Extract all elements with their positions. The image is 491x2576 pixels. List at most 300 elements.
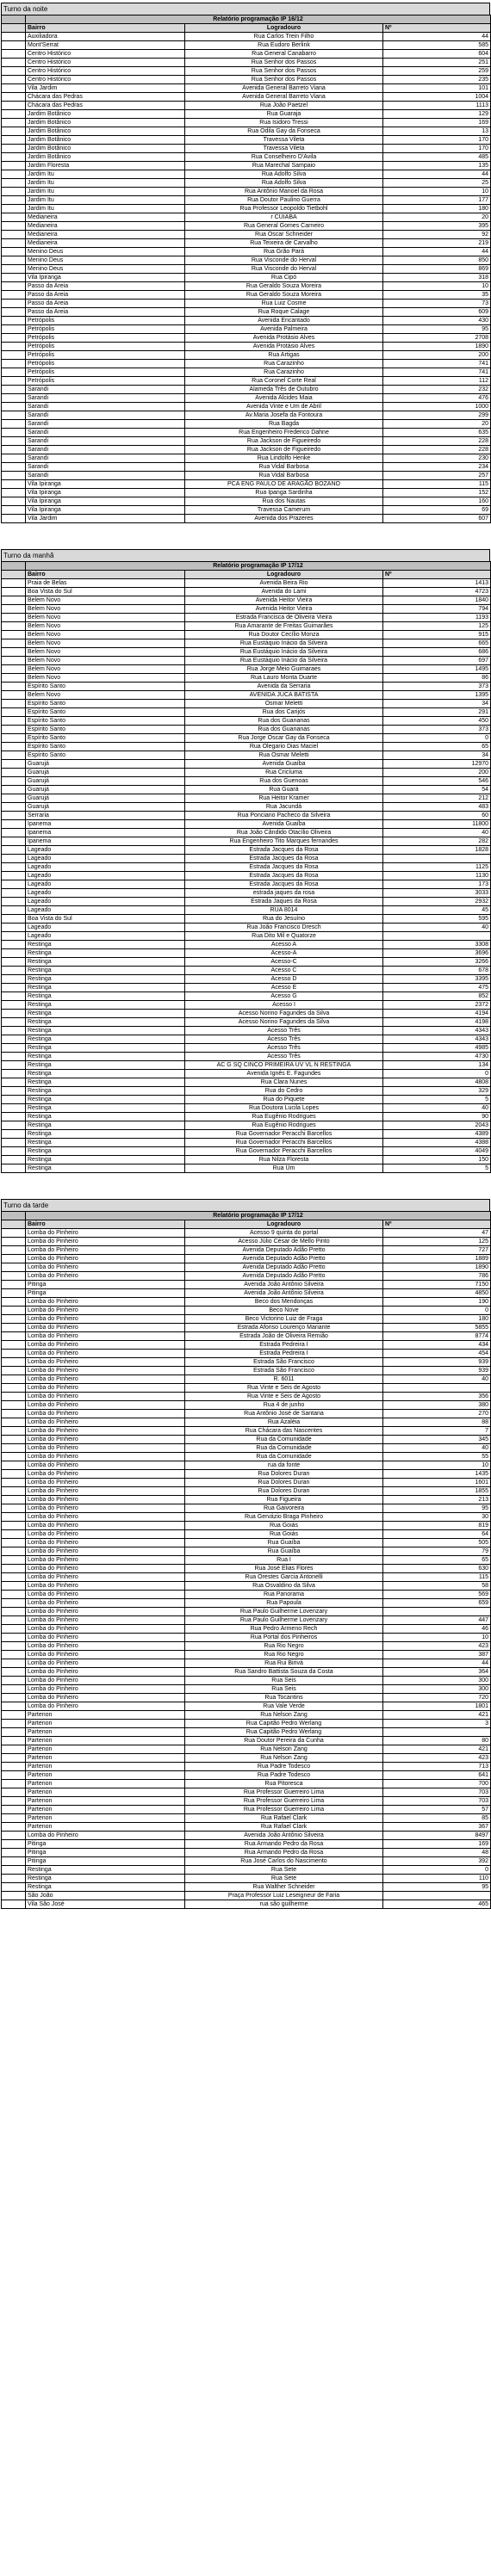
cell-logradouro: Estrada Jacques da Rosa [185,863,383,872]
blank-cell [2,760,26,769]
cell-numero: 251 [383,59,491,67]
cell-numero: 1004 [383,93,491,102]
table-row [2,1255,491,1263]
blank-cell [2,1737,26,1745]
cell-logradouro: Rua Vidal Barbosa [185,472,383,480]
cell-logradouro: Rua General Canabarro [185,50,383,59]
cell-bairro: Lomba do Pinheiro [26,1547,185,1556]
cell-bairro: Vila Ipiranga [26,274,185,282]
table-row [2,1384,491,1393]
table-row [2,803,491,812]
table-row [2,863,491,872]
table-row [2,480,491,489]
cell-logradouro: Rua Rafael Clark [185,1814,383,1823]
table-row [2,1857,491,1866]
table-row [2,829,491,837]
cell-logradouro: Rua Capitão Pedro Werlang [185,1728,383,1737]
blank-cell [2,394,26,403]
cell-logradouro: Rua Vale Verde [185,1702,383,1711]
cell-bairro: Centro Histórico [26,59,185,67]
table-row [2,1573,491,1582]
table-row [2,497,491,506]
cell-numero [383,1892,491,1900]
cell-bairro: Petrópolis [26,343,185,351]
blank-cell [2,1018,26,1027]
cell-logradouro: Rua Professor Leopoldo Tietbohl [185,205,383,213]
cell-logradouro: Rua Heitor Kramer [185,794,383,803]
blank-cell [2,1401,26,1410]
blank-cell [2,1565,26,1573]
cell-bairro: Centro Histórico [26,76,185,84]
blank-cell [2,614,26,622]
table-row [2,420,491,429]
cell-logradouro: Rua Nilza Floresta [185,1156,383,1164]
table-row [2,1444,491,1453]
cell-numero: 5 [383,1164,491,1173]
cell-logradouro: Estrada Jacques da Rosa [185,872,383,880]
table-row [2,1263,491,1272]
cell-numero: 364 [383,1668,491,1677]
cell-numero: 392 [383,1857,491,1866]
cell-numero: 170 [383,136,491,145]
cell-numero: 235 [383,76,491,84]
blank-cell [2,1410,26,1418]
cell-logradouro: Rua Sete [185,1866,383,1875]
cell-logradouro: Beco dos Mendonças [185,1298,383,1307]
blank-cell [2,837,26,846]
table-row [2,300,491,308]
cell-numero: 4194 [383,1010,491,1018]
cell-logradouro: Rua Nelson Zang [185,1754,383,1763]
table-row [2,1806,491,1814]
blank-cell [2,248,26,256]
blank-cell [2,1599,26,1608]
table-row [2,403,491,411]
cell-logradouro: Rua Governador Peracchi Barcellos [185,1130,383,1139]
blank-cell [2,1070,26,1078]
cell-numero: 1890 [383,343,491,351]
cell-bairro: Lomba do Pinheiro [26,1487,185,1496]
cell-logradouro: Acesso Três [185,1035,383,1044]
blank-cell [2,67,26,76]
cell-logradouro: Estrada Jacques da Rosa [185,880,383,889]
cell-logradouro: Rua Jacundá [185,803,383,812]
table-row [2,325,491,334]
blank-cell [2,463,26,472]
cell-numero: 125 [383,622,491,631]
cell-logradouro: rua são guilherme [185,1900,383,1909]
cell-logradouro: Rua Teixeira de Carvalho [185,239,383,248]
blank-cell [2,1315,26,1324]
table-row [2,1659,491,1668]
cell-logradouro: Rua 4 de junho [185,1401,383,1410]
cell-bairro: Lomba do Pinheiro [26,1582,185,1591]
cell-bairro: Lageado [26,898,185,906]
cell-bairro: Belem Novo [26,691,185,700]
blank-cell [2,674,26,683]
table-row [2,1078,491,1087]
cell-bairro: Lomba do Pinheiro [26,1608,185,1616]
table-row [2,136,491,145]
table-row [2,1298,491,1307]
cell-bairro: Lomba do Pinheiro [26,1358,185,1367]
blank-cell [2,1823,26,1832]
cell-numero: 8497 [383,1832,491,1840]
cell-logradouro: Rua Guaíba [185,1547,383,1556]
cell-logradouro: R. 6011 [185,1375,383,1384]
cell-logradouro: Acesso A [185,941,383,949]
cell-logradouro: Rua Carazinho [185,360,383,368]
cell-bairro: Chácara das Pedras [26,102,185,110]
cell-logradouro: Rua Pitoresca [185,1780,383,1788]
cell-bairro: Lomba do Pinheiro [26,1616,185,1625]
cell-numero: 4730 [383,1053,491,1061]
table-row [2,334,491,343]
blank-cell [2,1436,26,1444]
cell-numero: 30 [383,1513,491,1522]
cell-numero: 92 [383,231,491,239]
cell-bairro: Menino Deus [26,265,185,274]
table-row [2,1840,491,1849]
cell-bairro: Restinga [26,1087,185,1096]
blank-cell [2,1358,26,1367]
blank-cell [2,846,26,855]
cell-bairro: Partenon [26,1754,185,1763]
blank-cell [2,1857,26,1866]
cell-numero: 697 [383,657,491,665]
cell-numero: 85 [383,1814,491,1823]
cell-logradouro: Rua Orestes Garcia Antonelli [185,1573,383,1582]
cell-numero: 0 [383,734,491,743]
blank-cell [2,300,26,308]
cell-numero: 423 [383,1642,491,1651]
cell-logradouro: Rua Dolores Duran [185,1479,383,1487]
cell-bairro: Restinga [26,941,185,949]
cell-numero: 170 [383,145,491,153]
cell-logradouro: Rua dos Carijós [185,708,383,717]
cell-logradouro: Rua Jackson de Figueiredo [185,446,383,454]
cell-numero: 607 [383,515,491,523]
table-row [2,639,491,648]
cell-bairro: Restinga [26,1070,185,1078]
blank-cell [2,368,26,377]
cell-numero: 40 [383,829,491,837]
blank-cell [2,162,26,170]
blank-cell [2,1263,26,1272]
blank-cell [2,1332,26,1341]
table-row [2,1121,491,1130]
cell-logradouro: Rua Engenheiro Tito Marques fernandes [185,837,383,846]
table-row [2,1289,491,1298]
cell-numero: 1000 [383,403,491,411]
cell-bairro: Lomba do Pinheiro [26,1238,185,1246]
cell-numero: 0 [383,1307,491,1315]
cell-logradouro: rua da fonte [185,1461,383,1470]
cell-logradouro: Estrada São Francisco [185,1358,383,1367]
blank-cell [2,1720,26,1728]
cell-bairro: Belem Novo [26,665,185,674]
cell-logradouro: Rua Antônio José de Santana [185,1410,383,1418]
blank-cell [2,59,26,67]
cell-bairro: Lomba do Pinheiro [26,1694,185,1702]
blank-cell [2,1504,26,1513]
cell-numero: 727 [383,1246,491,1255]
blank-cell [2,1078,26,1087]
table-row [2,1513,491,1522]
cell-bairro: Vila São José [26,1900,185,1909]
table-row [2,463,491,472]
cell-logradouro: Rua Seis [185,1685,383,1694]
cell-numero: 35 [383,291,491,300]
cell-numero: 387 [383,1651,491,1659]
table-row [2,1608,491,1616]
cell-logradouro: Rua Dito Mil e Quatorze [185,932,383,941]
table-row [2,102,491,110]
blank-cell [2,317,26,325]
cell-bairro: Jardim Floresta [26,162,185,170]
blank-cell [2,1547,26,1556]
table-row [2,33,491,41]
table-row [2,794,491,803]
cell-bairro: Partenon [26,1797,185,1806]
table-row [2,906,491,915]
blank-cell [2,1281,26,1289]
blank-cell [2,1530,26,1539]
cell-numero: 703 [383,1797,491,1806]
table-row [2,1677,491,1685]
cell-bairro: Lomba do Pinheiro [26,1246,185,1255]
cell-logradouro: AVENIDA JUCA BATISTA [185,691,383,700]
cell-logradouro: Rua Vinte e Seis de Agosto [185,1384,383,1393]
table-row [2,274,491,282]
blank-cell [2,420,26,429]
table-row [2,880,491,889]
cell-logradouro: Rua Carazinho [185,368,383,377]
cell-bairro: Restinga [26,1061,185,1070]
table-row [2,1763,491,1771]
cell-numero: 630 [383,1565,491,1573]
cell-numero: 850 [383,256,491,265]
cell-logradouro: Rua Roque Calage [185,308,383,317]
cell-numero: 1495 [383,665,491,674]
cell-logradouro: Rua Geraldo Souza Moreira [185,291,383,300]
blank-cell [2,1027,26,1035]
blank-cell [2,1384,26,1393]
cell-logradouro: Avenida General Barreto Viana [185,93,383,102]
cell-numero: 1601 [383,1479,491,1487]
table-row [2,1522,491,1530]
cell-bairro: Lomba do Pinheiro [26,1461,185,1470]
cell-bairro: Vila Ipiranga [26,497,185,506]
blank-cell [2,41,26,50]
table-row [2,76,491,84]
cell-logradouro: Rua Padre Todesco [185,1771,383,1780]
cell-bairro: Lomba do Pinheiro [26,1436,185,1444]
cell-bairro: Espírito Santo [26,751,185,760]
blank-cell [2,562,26,571]
blank-cell [2,1900,26,1909]
cell-bairro: Restinga [26,1010,185,1018]
cell-logradouro: Rua Papoula [185,1599,383,1608]
table-row [2,170,491,179]
cell-numero: 5 [383,1096,491,1104]
table-row [2,196,491,205]
table-row [2,924,491,932]
cell-bairro: Medianeira [26,231,185,239]
blank-cell [2,1685,26,1694]
cell-bairro: Auxiliadora [26,33,185,41]
blank-cell [2,794,26,803]
cell-logradouro: Rua Eustáquio Inácio da Silveira [185,657,383,665]
blank-cell [2,411,26,420]
cell-bairro: Lomba do Pinheiro [26,1530,185,1539]
table-row [2,1668,491,1677]
cell-logradouro: Rua Nelson Zang [185,1711,383,1720]
table-row [2,110,491,119]
blank-cell [2,15,26,24]
cell-bairro: Partenon [26,1745,185,1754]
cell-logradouro: Rua Sandro Battista Souza da Costa [185,1668,383,1677]
cell-numero: 134 [383,1061,491,1070]
table-row [2,1018,491,1027]
blank-cell [2,119,26,127]
cell-numero: 585 [383,41,491,50]
cell-numero: 40 [383,924,491,932]
blank-cell [2,657,26,665]
cell-bairro: Lomba do Pinheiro [26,1315,185,1324]
cell-numero: 47 [383,1229,491,1238]
cell-logradouro: Rua Professor Guerreiro Lima [185,1797,383,1806]
table-row [2,1720,491,1728]
blank-cell [2,967,26,975]
cell-logradouro: Avenida Deputado Adão Pretto [185,1246,383,1255]
blank-cell [2,1255,26,1263]
blank-cell [2,1866,26,1875]
table-row [2,317,491,325]
cell-bairro: Restinga [26,992,185,1001]
cell-numero: 0 [383,1070,491,1078]
cell-numero: 110 [383,1875,491,1883]
cell-logradouro: Rua Rio Negro [185,1642,383,1651]
cell-numero: 190 [383,1298,491,1307]
cell-logradouro: Rua Guaraja [185,110,383,119]
table-row [2,605,491,614]
cell-logradouro: Beco Victorino Luiz de Fraga [185,1315,383,1324]
cell-numero: 635 [383,429,491,437]
table-row [2,93,491,102]
cell-numero: 4198 [383,1018,491,1027]
blank-cell [2,33,26,41]
table-row [2,351,491,360]
cell-numero: 4049 [383,1147,491,1156]
cell-bairro: Pitinga [26,1289,185,1298]
cell-numero: 395 [383,222,491,231]
cell-logradouro: Rua Oscar Schneider [185,231,383,239]
table-row [2,812,491,820]
cell-logradouro: Rua Guará [185,786,383,794]
blank-cell [2,76,26,84]
cell-bairro: Restinga [26,1139,185,1147]
table-row [2,1410,491,1418]
table-row [2,1479,491,1487]
cell-bairro: Belem Novo [26,596,185,605]
cell-numero: 300 [383,1685,491,1694]
blank-cell [2,1642,26,1651]
cell-logradouro: Avenida Alcides Maia [185,394,383,403]
table-row [2,1797,491,1806]
cell-numero: 1889 [383,1255,491,1263]
blank-cell [2,136,26,145]
blank-cell [2,1164,26,1173]
cell-logradouro: Estrada João de Oliveira Remião [185,1332,383,1341]
blank-cell [2,984,26,992]
cell-bairro: Lomba do Pinheiro [26,1539,185,1547]
cell-numero: 665 [383,639,491,648]
table-row [2,1599,491,1608]
table-row [2,411,491,420]
shift-title: Turno da tarde [1,1199,490,1211]
cell-numero: 177 [383,196,491,205]
header-bairro: Bairro [26,571,185,579]
table-row [2,368,491,377]
cell-logradouro: estrada jaques da rosa [185,889,383,898]
cell-numero: 55 [383,1453,491,1461]
cell-numero: 4343 [383,1035,491,1044]
cell-numero: 483 [383,803,491,812]
blank-cell [2,1883,26,1892]
blank-cell [2,588,26,596]
blank-cell [2,1651,26,1659]
table-row [2,1341,491,1350]
cell-logradouro: Rua Eustáquio Inácio da Silveira [185,648,383,657]
cell-bairro: Medianeira [26,239,185,248]
cell-logradouro: Acesso Três [185,1044,383,1053]
blank-cell [2,786,26,794]
table-row [2,231,491,239]
blank-cell [2,932,26,941]
cell-numero: 65 [383,1556,491,1565]
cell-bairro: Partenon [26,1728,185,1737]
table-row [2,820,491,829]
table-row [2,446,491,454]
cell-numero: 4389 [383,1130,491,1139]
cell-bairro: Belem Novo [26,605,185,614]
cell-logradouro: Rua Armando Pedro da Rosa [185,1840,383,1849]
table-row [2,837,491,846]
cell-logradouro: Avenida dos Prazeres [185,515,383,523]
cell-logradouro: Travessa Vileta [185,136,383,145]
cell-logradouro: Estrada Pedreira I [185,1350,383,1358]
shift-title: Turno da noite [1,3,490,15]
cell-numero: 299 [383,411,491,420]
table-row [2,291,491,300]
cell-numero: 129 [383,110,491,119]
cell-bairro: Restinga [26,1035,185,1044]
cell-numero [383,932,491,941]
blank-cell [2,803,26,812]
cell-bairro: Lageado [26,880,185,889]
cell-numero: 58 [383,1582,491,1591]
cell-bairro: Menino Deus [26,248,185,256]
cell-numero: 3 [383,1720,491,1728]
cell-bairro: Lomba do Pinheiro [26,1556,185,1565]
cell-numero [383,1384,491,1393]
cell-logradouro: Estrada Jaques da Rosa [185,898,383,906]
blank-cell [2,1496,26,1504]
cell-logradouro: Acesso G [185,992,383,1001]
blank-cell [2,205,26,213]
blank-cell [2,1711,26,1720]
